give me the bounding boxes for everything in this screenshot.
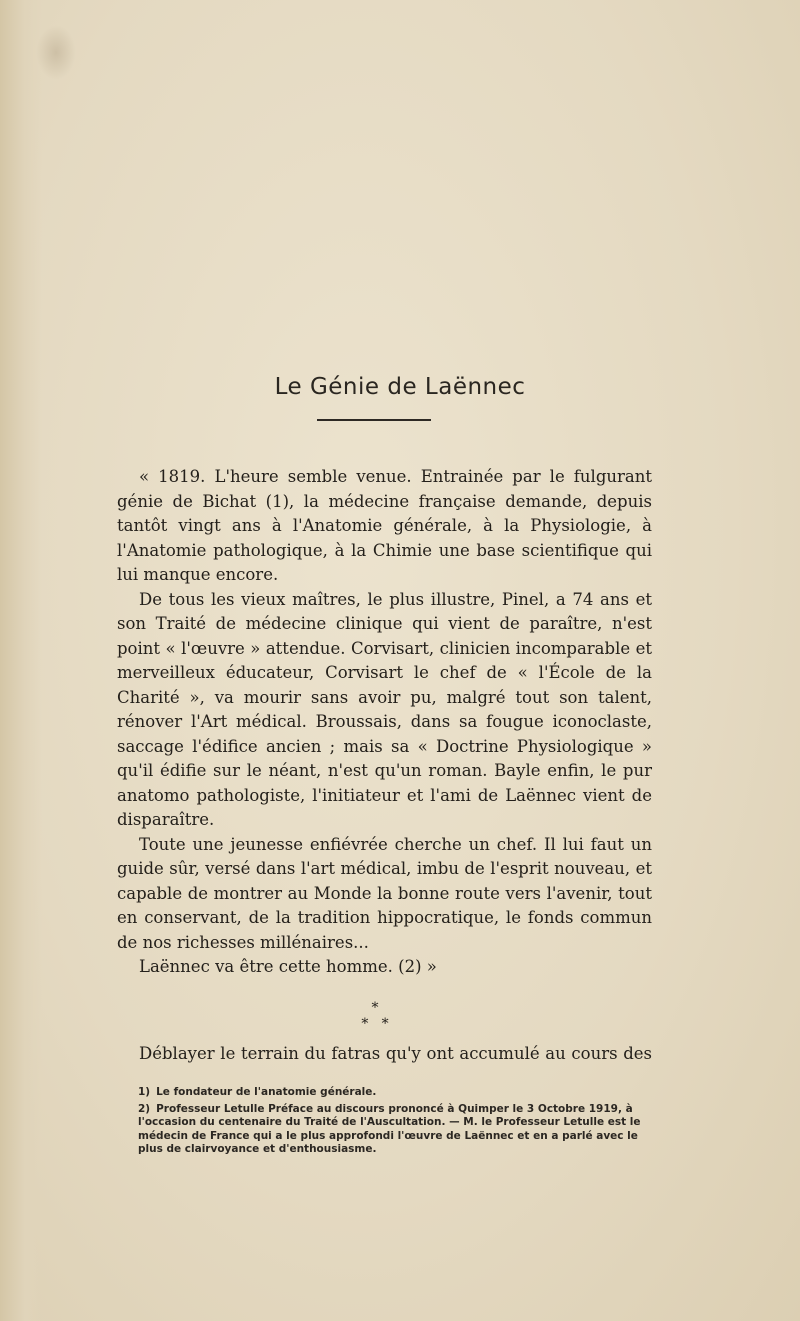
asterism-bottom: * * <box>361 1016 389 1032</box>
asterism-separator <box>340 1000 410 1032</box>
footnote-number: 1) <box>138 1086 151 1098</box>
footnote-text: Le fondateur de l'anatomie générale. <box>156 1086 377 1098</box>
footnote-number: 2) <box>138 1102 151 1115</box>
paper-stain <box>36 25 76 80</box>
continuation-line: Déblayer le terrain du fatras qu'y ont accumulé au cours des <box>139 1044 652 1063</box>
paragraph-1: « 1819. L'heure semble venue. Entrainée par le fulgurant génie de Bichat (1), la médecine française demande, depuis tantôt vingt ans à l'Anatomie générale, à la Physiologie, à l'Anatomie pathologique, à la Chimie une base scientifique qui lui manque encore. <box>117 467 652 584</box>
paragraph-3: Toute une jeunesse enfiévrée cherche un chef. Il lui faut un guide sûr, versé dans l'art médical, imbu de l'esprit nouveau, et capable de montrer au Monde la bonne route vers l'avenir, tout en conservant, de la tradition hippocratique, le fonds commun de nos richesses millénaires... <box>117 834 652 952</box>
body-text <box>117 465 652 980</box>
paragraph-2: De tous les vieux maîtres, le plus illustre, Pinel, a 74 ans et son Traité de médecine clinique qui vient de paraître, n'est point « l'œuvre » attendue. Corvisart, clinicien incomparable et merveilleux éducateur, Corvisart le chef de « l'École de la Charité », va mourir sans avoir pu, malgré tout son talent, rénover l'Art médical. Broussais, dans sa fougue iconoclaste, saccage l'édifice ancien ; mais sa « Doctrine Physiologique » qu'il édifie sur le néant, n'est qu'un roman. Bayle enfin, le pur anatomo pathologiste, l'initiateur et l'ami de Laënnec vient de disparaître. <box>117 589 652 829</box>
footnote-2 <box>138 1103 656 1157</box>
footnote-text: Professeur Letulle Préface au discours prononcé à Quimper le 3 Octobre 1919, à l'occasion du centenaire du Traité de l'Auscultation. — M. le Professeur Letulle est le médecin de France qui a le plus approfondi l'œuvre de Laënnec et en a parlé avec le plus de clairvoyance et d'enthousiasme. <box>138 1102 641 1155</box>
title-underline <box>317 419 431 421</box>
page-title: Le Génie de Laënnec <box>274 374 526 400</box>
asterism-top: * <box>371 1000 379 1016</box>
footnotes <box>138 1086 656 1160</box>
footnote-1 <box>138 1086 656 1100</box>
paragraph-4: Laënnec va être cette homme. (2) » <box>139 957 437 976</box>
page-left-edge <box>0 0 42 1321</box>
